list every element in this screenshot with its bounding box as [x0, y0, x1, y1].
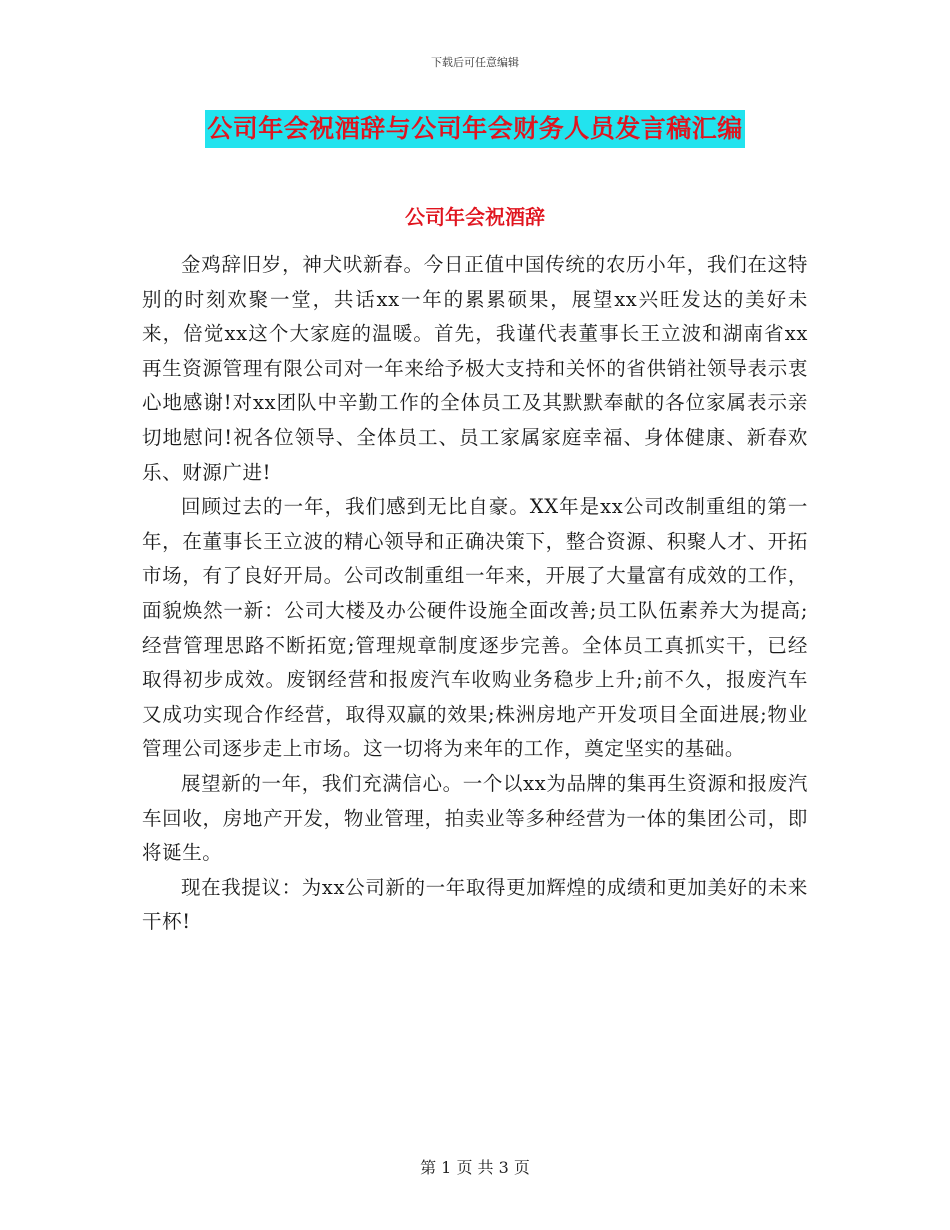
paragraph-3: 展望新的一年，我们充满信心。一个以xx为品牌的集再生资源和报废汽车回收，房地产开发，物业管理，拍卖业等多种经营为一体的集团公司，即将诞生。	[142, 771, 808, 865]
document-body	[142, 248, 808, 940]
paragraph-1: 金鸡辞旧岁，神犬吠新春。今日正值中国传统的农历小年，我们在这特别的时刻欢聚一堂，共话xx一年的累累硕果，展望xx兴旺发达的美好未来，倍觉xx这个大家庭的温暖。首先，我谨代表董事长王立波和湖南省xx再生资源管理有限公司对一年来给予极大支持和关怀的省供销社领导表示衷心地感谢!对xx团队中辛勤工作的全体员工及其默默奉献的各位家属表示亲切地慰问!祝各位领导、全体员工、员工家属家庭幸福、身体健康、新春欢乐、财源广进!	[142, 253, 808, 484]
paragraph-2: 回顾过去的一年，我们感到无比自豪。XX年是xx公司改制重组的第一年，在董事长王立波的精心领导和正确决策下，整合资源、积聚人才、开拓市场，有了良好开局。公司改制重组一年来，开展了大量富有成效的工作，面貌焕然一新：公司大楼及办公硬件设施全面改善;员工队伍素养大为提高;经营管理思路不断拓宽;管理规章制度逐步完善。全体员工真抓实干，已经取得初步成效。废钢经营和报废汽车收购业务稳步上升;前不久，报废汽车又成功实现合作经营，取得双赢的效果;株洲房地产开发项目全面进展;物业管理公司逐步走上市场。这一切将为来年的工作，奠定坚实的基础。	[142, 495, 808, 761]
paragraph-4: 现在我提议：为xx公司新的一年取得更加辉煌的成绩和更加美好的未来干杯!	[142, 875, 808, 934]
section-title: 公司年会祝酒辞	[405, 205, 545, 229]
page-header-note: 下载后可任意编辑	[431, 56, 519, 69]
document-title-container	[0, 110, 950, 148]
page-number: 第 1 页 共 3 页	[420, 1158, 530, 1177]
document-title: 公司年会祝酒辞与公司年会财务人员发言稿汇编	[205, 110, 745, 148]
